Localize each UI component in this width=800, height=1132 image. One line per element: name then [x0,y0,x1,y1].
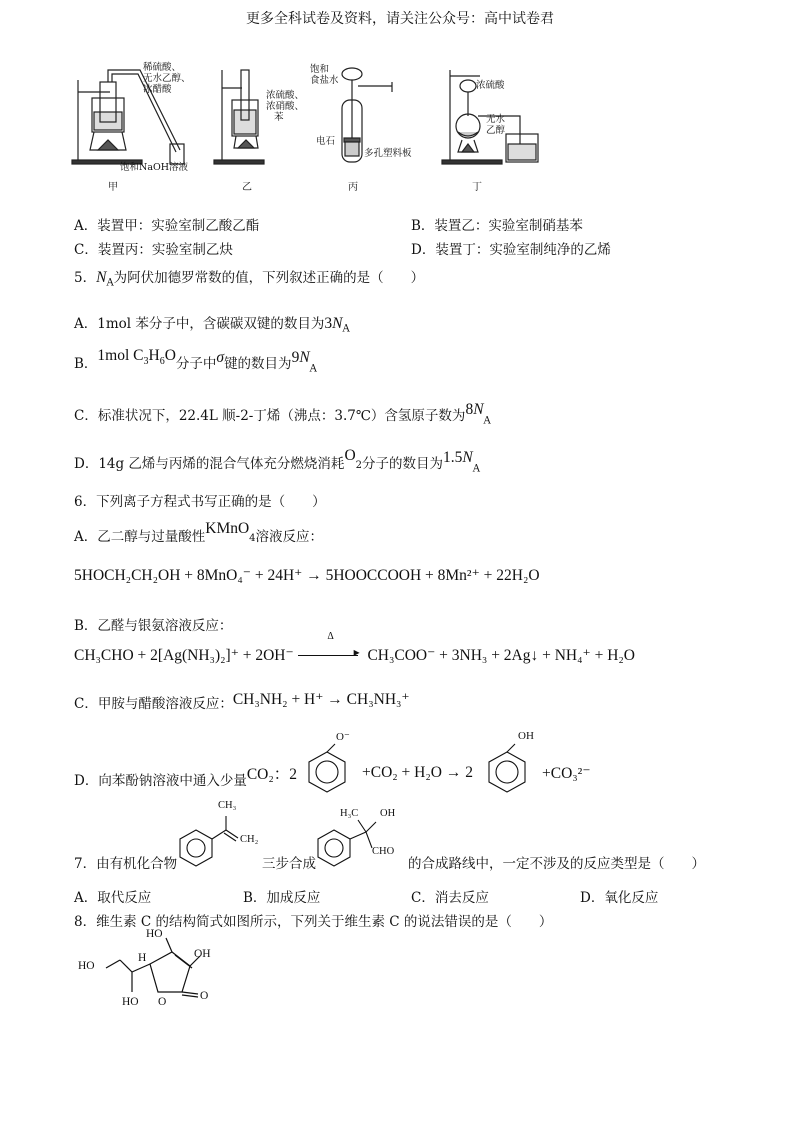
yi-label-3: 苯 [274,112,284,123]
q7-option-b: B．加成反应 [243,890,321,906]
product-structure [318,812,398,872]
phenol-label: OH [518,730,534,742]
phenoxide-structure [302,738,352,794]
page-header: 更多全科试卷及资料，请关注公众号：高中试卷君 [246,11,554,27]
q5-option-b: B．1mol $C_3H_6O$分子中σ键的数目为$9N_A$ [74,347,317,375]
q7-stem-b: 三步合成 [262,856,316,872]
q4-option-d: D．装置丁：实验室制纯净的乙烯 [411,242,611,258]
apparatus-yi [212,60,292,190]
q7-ch2-label: CH₂ [240,834,259,845]
q7-option-c: C．消去反应 [411,890,489,906]
q6-b-equation: CH₃CHO + 2[Ag(NH₃)₂]⁺ + 2OH⁻ Δ ▸ CH₃COO⁻ + 3NH₃ + 2Ag↓ + NH₄⁺ + H₂O [74,631,635,664]
jia-caption: 甲 [108,182,118,193]
q6-d-middle: +CO₂ + H₂O → 2 [362,764,473,781]
q5-option-a: A．1mol 苯分子中，含碳碳双键的数目为$3N_A$ [74,315,350,335]
phenoxide-label: O⁻ [336,731,350,743]
vc-o-keto: O [200,990,209,1002]
apparatus-bing [332,60,432,190]
q4-option-a: A．装置甲：实验室制乙酸乙酯 [74,218,260,234]
vc-ho-top: HO [146,928,163,940]
bing-label-1: 饱和 [310,64,330,75]
jia-label-1: 稀硫酸、 [143,62,182,73]
ding-label-b2: 乙醇 [486,125,506,136]
bing-label-d: 多孔塑料板 [364,148,412,159]
q7-option-a: A．取代反应 [74,890,152,906]
yi-label-1: 浓硫酸、 [266,90,305,101]
vc-oh-right: OH [194,948,211,960]
phenol-structure [482,738,532,794]
jia-bottom-label: 饱和NaOH溶液 [120,162,189,173]
vc-ho-left: HO [78,960,95,972]
jia-label-2: 无水乙醇、 [143,73,191,84]
q6-option-b: B．乙醛与银氨溶液反应： [74,618,233,634]
q4-option-b: B．装置乙：实验室制硝基苯 [411,218,583,234]
q7-oh-label: OH [380,808,396,819]
q5-option-d: D．14g 乙烯与丙烯的混合气体充分燃烧消耗$O_2$分子的数目为$1.5N_A$ [74,447,480,475]
vc-o-ring: O [158,996,167,1008]
bing-label-c: 电石 [316,136,336,147]
q8-stem: 8．维生素 C 的结构简式如图所示，下列关于维生素 C 的说法错误的是（ ） [74,914,553,930]
q5-stem: 5．$N_A$为阿伏加德罗常数的值，下列叙述正确的是（ ） [74,269,425,289]
apparatus-figure [70,60,550,200]
q5-option-c: C．标准状况下，22.4L 顺-2-丁烯（沸点：3.7℃）含氢原子数为$8N_A$ [74,401,491,427]
q6-option-c: C．甲胺与醋酸溶液反应：CH₃NH₂ + H⁺ → CH₃NH₃⁺ [74,691,410,712]
ding-label-a: 浓硫酸 [476,80,505,91]
q7-cho-label: CHO [372,846,395,857]
q6-option-a: A．乙二醇与过量酸性KMnO$_4$溶液反应： [74,520,324,545]
q7-stem-c: 的合成路线中，一定不涉及的反应类型是（ ） [408,856,705,872]
vc-h: H [138,952,147,964]
q7-stem-a: 7．由有机化合物 [74,856,178,872]
vc-ho-bottom: HO [122,996,139,1008]
ding-label-b1: 无水 [486,114,506,125]
q4-option-c: C．装置丙：实验室制乙炔 [74,242,233,258]
ding-caption: 丁 [472,182,482,193]
q7-h3c-label: H₃C [340,808,359,819]
yi-caption: 乙 [242,182,252,193]
bing-label-2: 食盐水 [310,75,339,86]
jia-label-3: 冰醋酸 [143,84,172,95]
q7-ch3-label: CH₃ [218,800,237,811]
q6-option-d: D．向苯酚钠溶液中通入少量CO₂：2 [74,766,298,789]
bing-caption: 丙 [348,182,358,193]
yi-label-2: 浓硝酸、 [266,101,305,112]
q6-stem: 6．下列离子方程式书写正确的是（ ） [74,494,326,510]
q7-option-d: D．氧化反应 [580,890,659,906]
q6-d-end: +CO₃²⁻ [542,765,591,782]
q6-a-equation: 5HOCH₂CH₂OH + 8MnO₄⁻ + 24H⁺ → 5HOOCCOOH + 8Mn²⁺ + 22H₂O [74,567,540,584]
